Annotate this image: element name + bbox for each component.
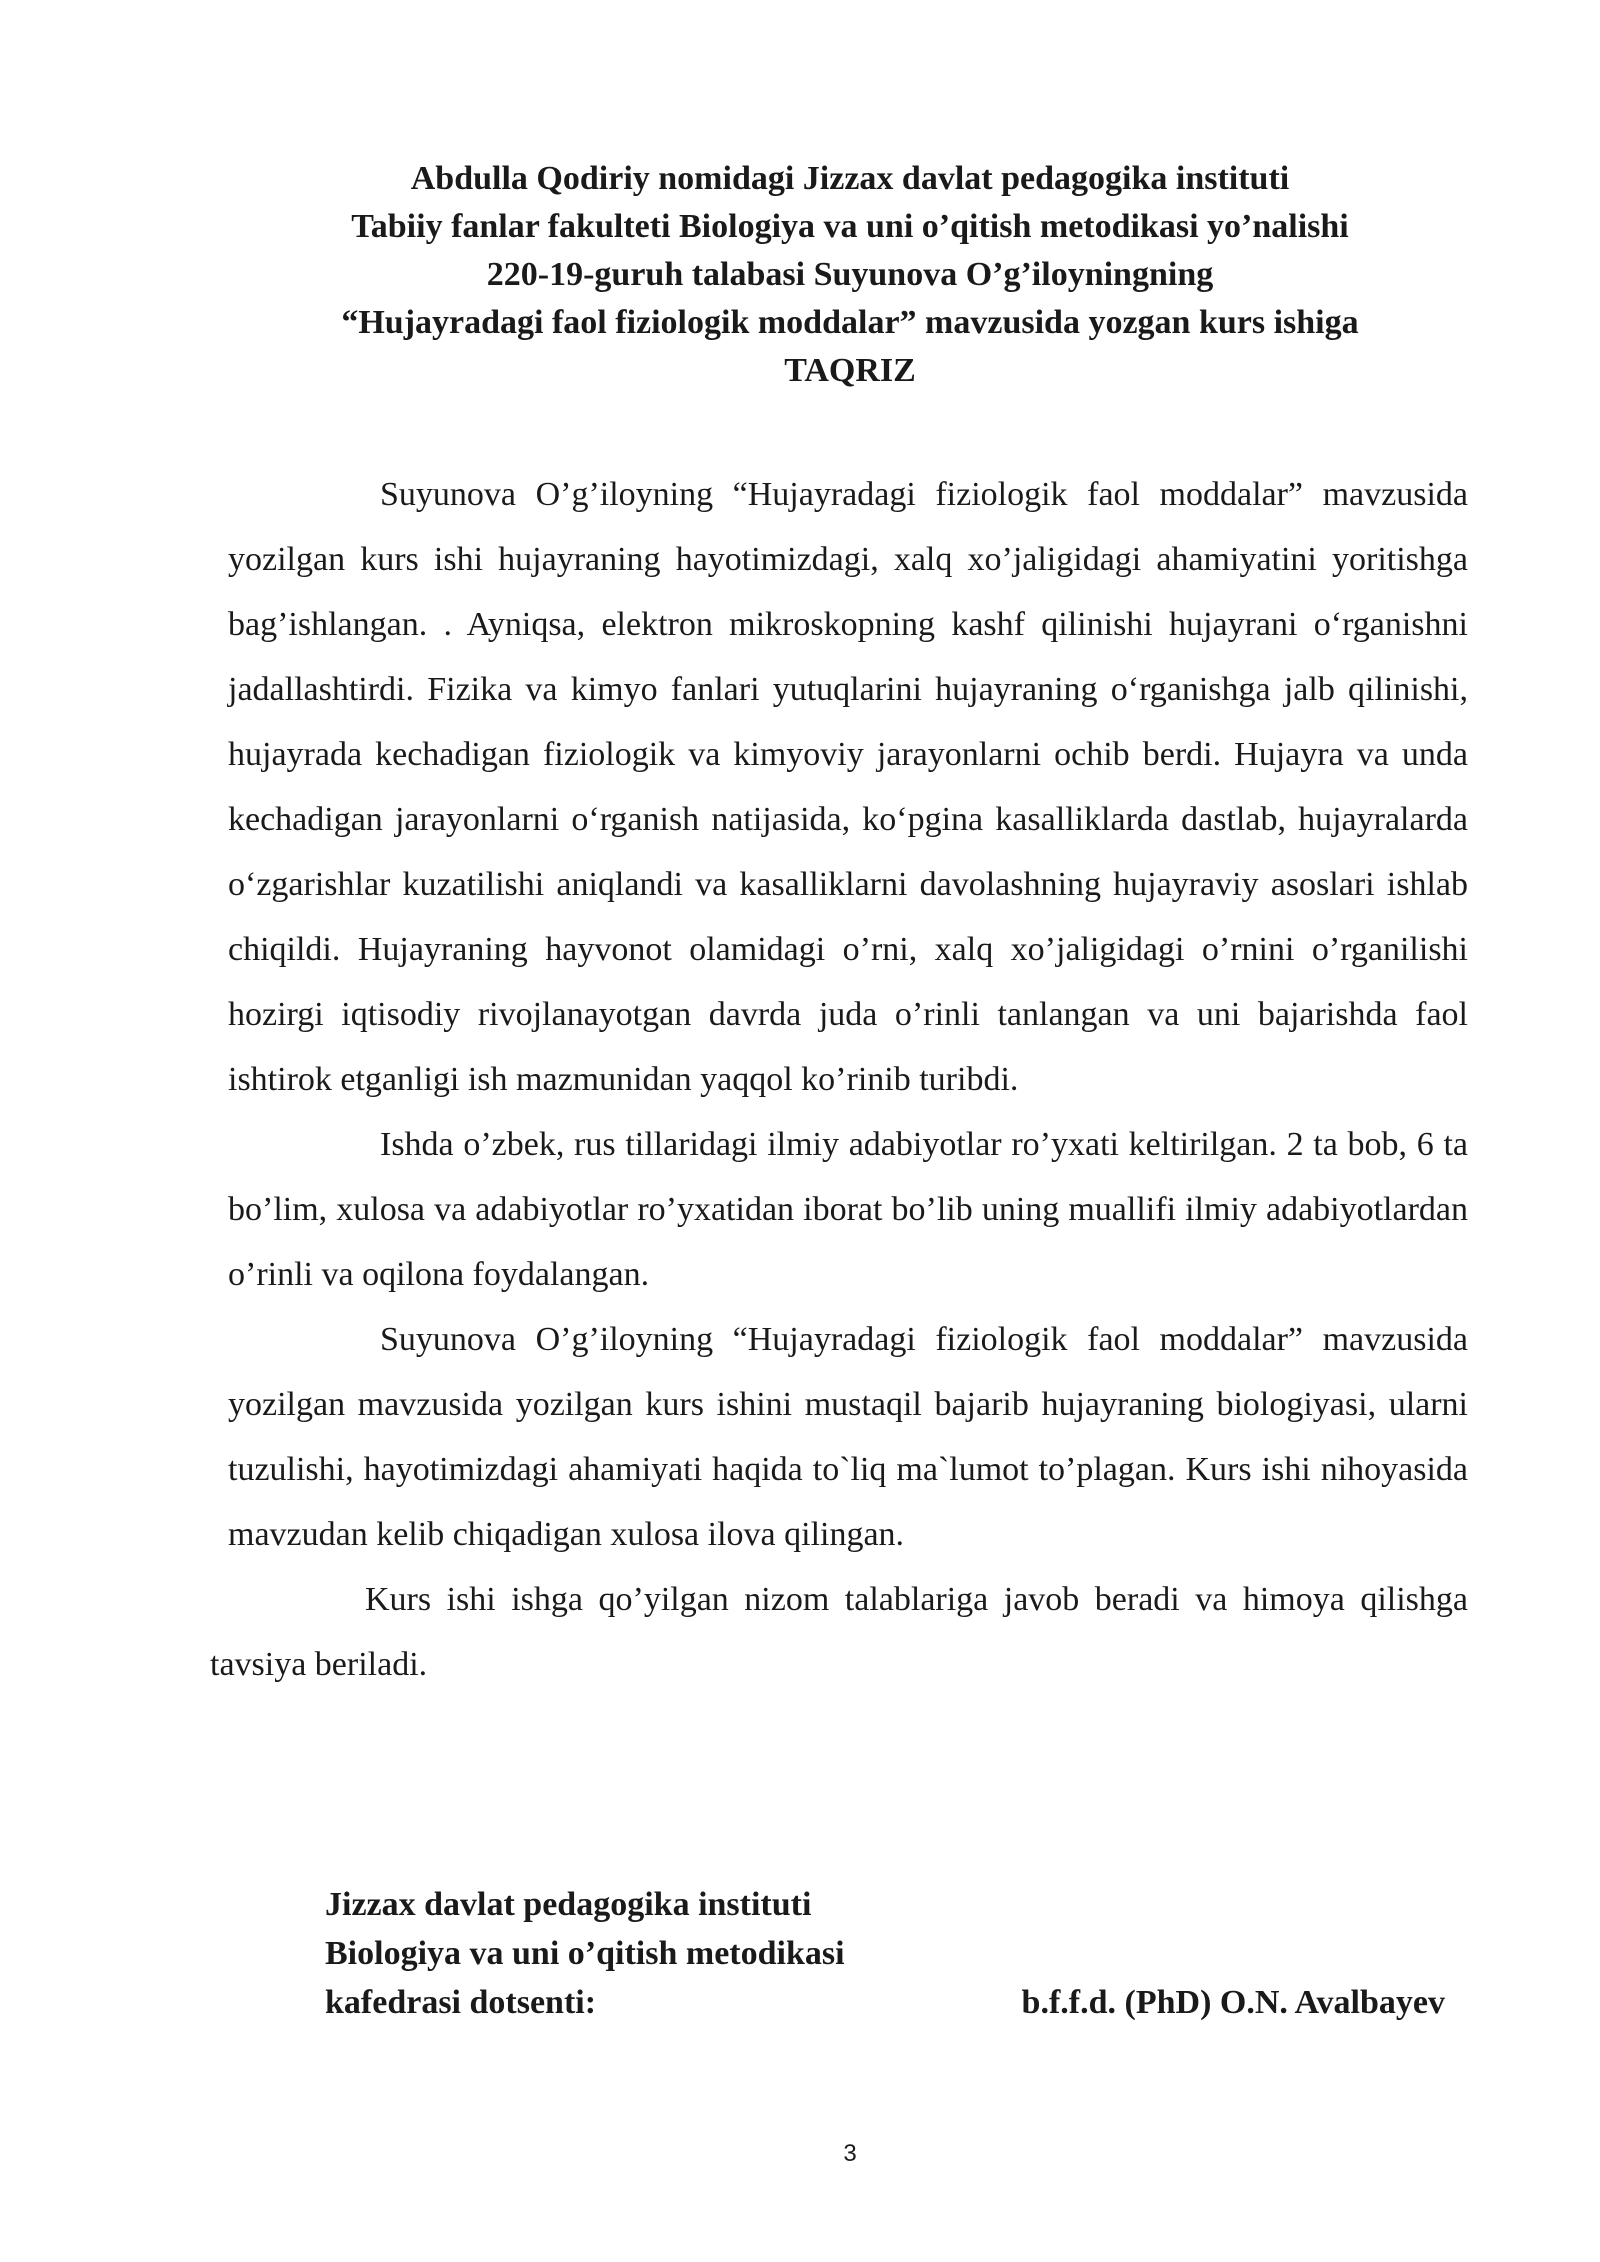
review-body <box>210 462 1468 1697</box>
signature-block <box>325 1880 1445 2027</box>
signature-line-3: kafedrasi dotsenti: <box>325 1984 597 2021</box>
header-student-line: 220-19-guruh talabasi Suyunova O’g’iloyningning <box>486 256 1214 293</box>
header-institute-line: Abdulla Qodiriy nomidagi Jizzax davlat pedagogika instituti <box>410 160 1290 197</box>
body-paragraph-3: Suyunova O’g’iloyning “Hujayradagi fiziologik faol moddalar” mavzusida yozilgan mavzusida yozilgan kurs ishini mustaqil bajarib hujayraning biologiyasi, ularni tuzulishi, hayotimizdagi ahamiyati haqida to`liq ma`lumot to’plagan. Kurs ishi nihoyasida mavzudan kelib chiqadigan xulosa ilova qilingan. <box>228 1321 1468 1553</box>
page-number: 3 <box>843 2140 857 2167</box>
document-header <box>200 155 1500 395</box>
signature-line-1: Jizzax davlat pedagogika instituti <box>325 1886 812 1923</box>
signature-line-3-row <box>325 1978 1445 2027</box>
header-topic-line: “Hujayradagi faol fiziologik moddalar” mavzusida yozgan kurs ishiga <box>341 304 1359 341</box>
signature-line-2: Biologiya va uni o’qitish metodikasi <box>325 1935 845 1972</box>
document-title: TAQRIZ <box>784 352 916 389</box>
signer-name: b.f.f.d. (PhD) O.N. Avalbayev <box>1021 1984 1445 2021</box>
body-paragraph-1: Suyunova O’g’iloyning “Hujayradagi fiziologik faol moddalar” mavzusida yozilgan kurs ishi hujayraning hayotimizdagi, xalq xo’jaligidagi ahamiyatini yoritishga bag’ishlangan. . Ayniqsa, elektron mikroskopning kashf qilinishi hujayrani oʻrganishni jadallashtirdi. Fizika va kimyo fanlari yutuqlarini hujayraning oʻrganishga jalb qilinishi, hujayrada kechadigan fiziologik va kimyoviy jarayonlarni ochib berdi. Hujayra va unda kechadigan jarayonlarni oʻrganish natijasida, koʻpgina kasalliklarda dastlab, hujayralarda oʻzgarishlar kuzatilishi aniqlandi va kasalliklarni davolashning hujayraviy asoslari ishlab chiqildi. Hujayraning hayvonot olamidagi o’rni, xalq xo’jaligidagi o’rnini o’rganilishi hozirgi iqtisodiy rivojlanayotgan davrda juda o’rinli tanlangan va uni bajarishda faol ishtirok etganligi ish mazmunidan yaqqol ko’rinib turibdi. <box>228 476 1468 1098</box>
body-paragraph-4: Kurs ishi ishga qo’yilgan nizom talablariga javob beradi va himoya qilishga tavsiya beriladi. <box>210 1581 1468 1683</box>
header-faculty-line: Tabiiy fanlar fakulteti Biologiya va uni o’qitish metodikasi yo’nalishi <box>351 208 1349 245</box>
body-paragraph-2: Ishda o’zbek, rus tillaridagi ilmiy adabiyotlar ro’yxati keltirilgan. 2 ta bob, 6 ta bo’lim, xulosa va adabiyotlar ro’yxatidan iborat bo’lib uning muallifi ilmiy adabiyotlardan o’rinli va oqilona foydalangan. <box>228 1126 1468 1293</box>
